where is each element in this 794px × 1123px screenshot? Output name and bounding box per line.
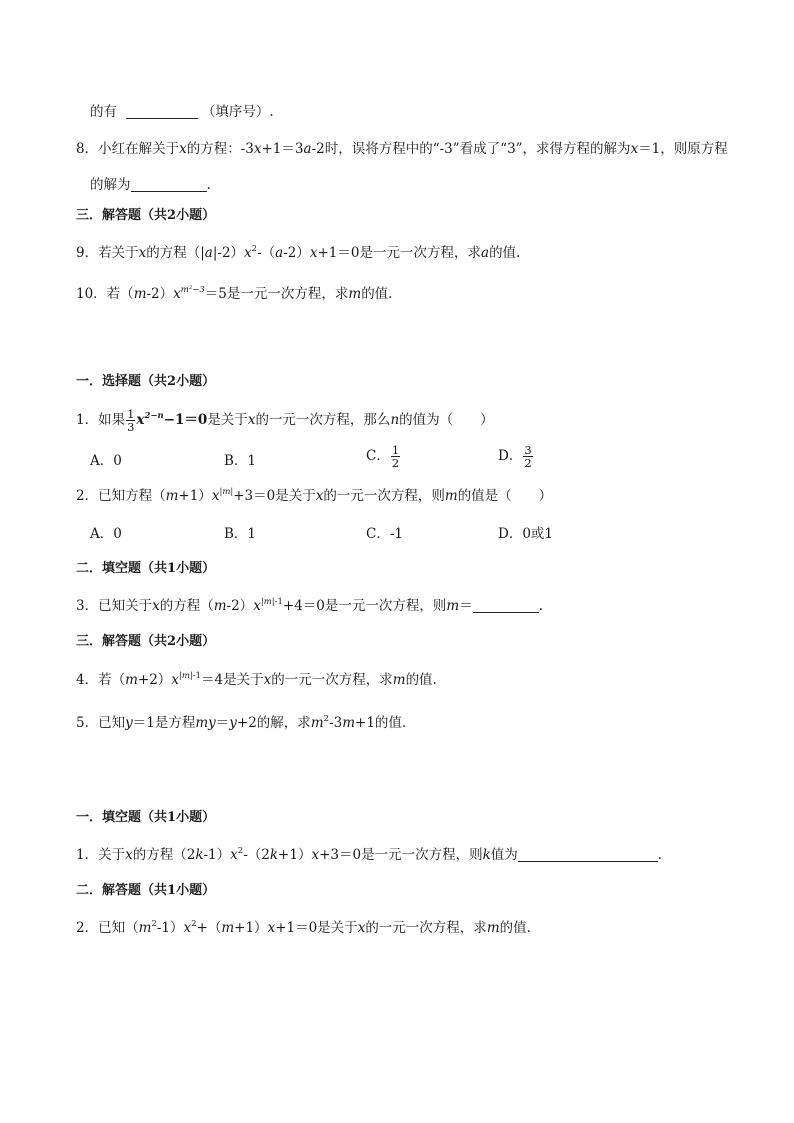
- section-heading: 一．填空题（共1小题）: [76, 810, 216, 825]
- question-1-fill: 1．关于x的方程$(2k-1)x^2-(2k+1)x+3=0$是一元一次方程，则k值为 .: [76, 846, 663, 863]
- section-heading: 三．解答题（共2小题）: [76, 208, 216, 223]
- answer-blank[interactable]: [473, 598, 539, 613]
- fraction: $\frac{1}{3}$: [127, 407, 135, 434]
- option-a[interactable]: A．0: [90, 526, 122, 542]
- section-heading: 二．解答题（共1小题）: [76, 883, 216, 898]
- question-8: 8．小红在解关于x的方程：-3x+1＝3a-2时，误将方程中的“-3”看成了“3”，求得方程的解为x＝1，则原方程: [76, 141, 728, 157]
- question-5: 5．已知y＝1是方程my＝y+2的解，求$m^2-3m+1$的值.: [76, 714, 407, 731]
- section-heading: 三．解答题（共2小题）: [76, 634, 216, 649]
- option-c[interactable]: C． $\frac{1}{2}$: [366, 443, 400, 470]
- question-10: 10．若$(m-2)x^{m^2-3}=5$是一元一次方程，求m的值.: [76, 285, 393, 302]
- option-c[interactable]: C．-1: [366, 526, 403, 542]
- answer-blank[interactable]: [131, 177, 207, 192]
- q7-tail: 的有 （填序号）.: [90, 104, 274, 120]
- option-a[interactable]: A．0: [90, 453, 122, 469]
- option-d[interactable]: D． $\frac{3}{2}$: [498, 443, 532, 470]
- question-1: 1．如果 $\frac{1}{3}$ $x^{2-n}-1=0$是关于x的一元一次方程，那么n的值为（ ）: [76, 407, 494, 434]
- option-b[interactable]: B．1: [224, 453, 257, 469]
- option-d[interactable]: D．0或1: [498, 526, 554, 542]
- question-9: 9．若关于x的方程$(|a|-2)x^2-(a-2)x+1=0$是一元一次方程，求a的值.: [76, 244, 521, 261]
- question-2: 2．已知方程$(m+1)x^{|m|}+3=0$是关于x的一元一次方程，则m的值是（ ）: [76, 487, 553, 504]
- answer-blank[interactable]: [126, 104, 198, 119]
- section-heading: 一．选择题（共2小题）: [76, 374, 216, 389]
- answer-blank[interactable]: [518, 847, 658, 862]
- question-4: 4．若$(m+2)x^{|m|-1}=4$是关于x的一元一次方程，求m的值.: [76, 671, 437, 688]
- option-b[interactable]: B．1: [224, 526, 257, 542]
- question-2-solve: 2．已知$(m^2-1)x^2+(m+1)x+1=0$是关于x的一元一次方程，求m的值.: [76, 919, 531, 936]
- section-heading: 二．填空题（共1小题）: [76, 561, 216, 576]
- question-8-line2: 的解为 .: [90, 177, 211, 193]
- question-3: 3．已知关于x的方程$(m-2)x^{|m|-1}+4=0$是一元一次方程，则m＝ .: [76, 597, 544, 614]
